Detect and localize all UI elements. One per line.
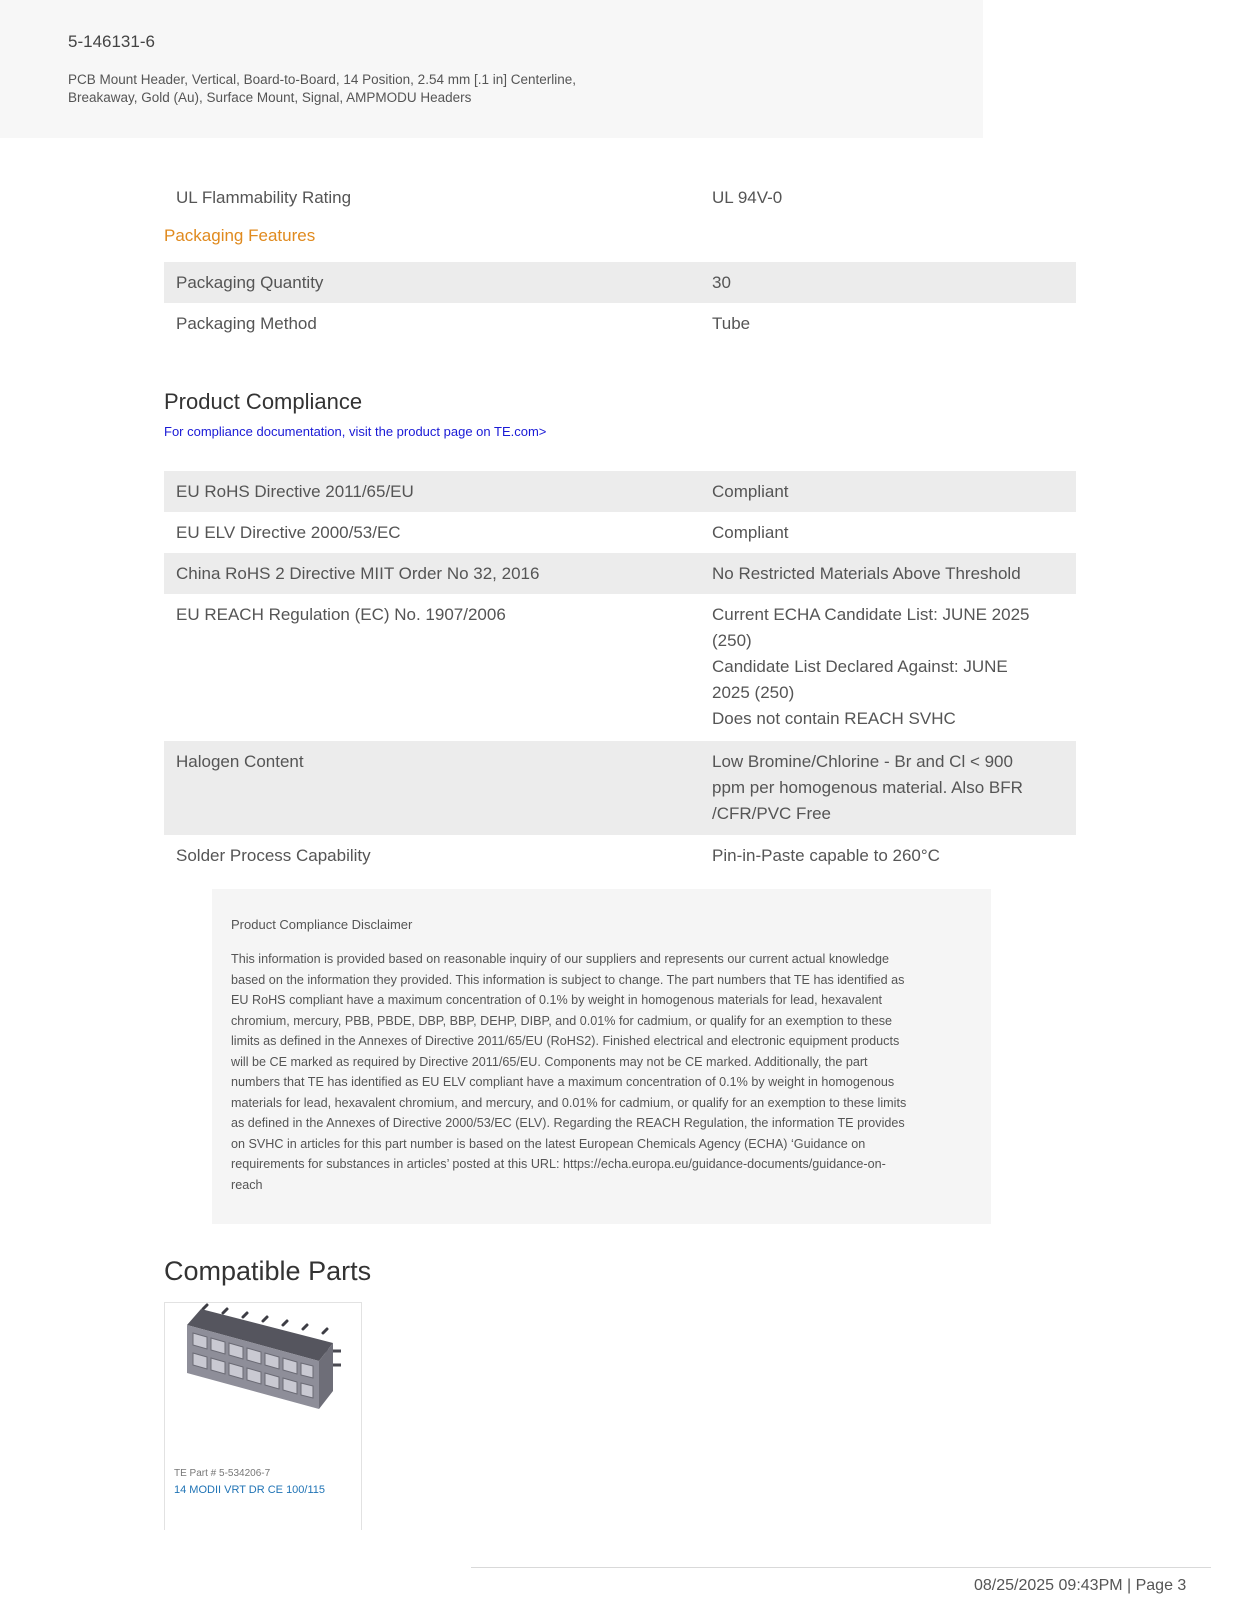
table-row [164, 741, 1076, 835]
packaging-method-label: Packaging Method [176, 314, 317, 333]
description-line-2: Breakaway, Gold (Au), Surface Mount, Signal, AMPMODU Headers [68, 90, 472, 105]
compliance-documentation-link[interactable]: For compliance documentation, visit the product page on TE.com> [164, 424, 547, 439]
compliance-value [700, 471, 1076, 512]
compliance-value [700, 553, 1076, 594]
disclaimer-line: EU RoHS compliant have a maximum concentration of 0.1% by weight in homogenous materials for lead, hexavalent [231, 993, 883, 1007]
value-line: (250) [712, 631, 752, 650]
flammability-label: UL Flammability Rating [176, 188, 352, 207]
disclaimer-line: will be CE marked as required by Directive 2011/65/EU. Components may not be CE marked. Additionally, the part [231, 1054, 868, 1069]
compliance-label: Halogen Content [176, 752, 304, 771]
connector-product-image [173, 1303, 353, 1433]
table-row [164, 553, 1076, 594]
compliance-label: EU REACH Regulation (EC) No. 1907/2006 [176, 605, 506, 624]
table-row [164, 835, 1076, 876]
compliance-value [700, 835, 1076, 876]
disclaimer-line: as defined in the Annexes of Directive 2000/53/EC (ELV). Regarding the REACH Regulation, the information TE provides [231, 1116, 905, 1130]
value-line: No Restricted Materials Above Threshold [712, 564, 1021, 583]
description-line-1: PCB Mount Header, Vertical, Board-to-Board, 14 Position, 2.54 mm [.1 in] Centerline, [68, 72, 577, 87]
value-line: Pin-in-Paste capable to 260°C [712, 846, 940, 865]
packaging-section [164, 226, 1076, 246]
compatible-part-number: TE Part # 5-534206-7 [174, 1468, 271, 1479]
disclaimer-line: requirements for substances in articles’ posted at this URL: https://echa.europa.eu/guidance-documents/guidance-on- [231, 1157, 886, 1171]
compliance-disclaimer [212, 889, 991, 1224]
part-number: 5-146131-6 [68, 32, 155, 51]
packaging-method-value: Tube [712, 314, 751, 333]
value-line: ppm per homogenous material. Also BFR [712, 778, 1023, 797]
compliance-value [700, 741, 1076, 835]
table-row [164, 303, 1076, 344]
flammability-row-container [164, 177, 1076, 219]
value-line: Compliant [712, 523, 789, 542]
flammability-row [164, 177, 1076, 219]
footer-timestamp-page: 08/25/2025 09:43PM | Page 3 [974, 1577, 1187, 1594]
value-line: 2025 (250) [712, 683, 795, 702]
compliance-table [164, 471, 1076, 876]
disclaimer-line: on SVHC in articles for this part number is based on the latest European Chemicals Agency (ECHA) ‘Guidance on [231, 1136, 866, 1151]
table-row [164, 471, 1076, 512]
value-line: /CFR/PVC Free [712, 804, 832, 823]
disclaimer-line: numbers that TE has identified as EU ELV compliant have a maximum concentration of 0.1% by weight in homogenous [231, 1075, 895, 1089]
value-line: Candidate List Declared Against: JUNE [712, 657, 1008, 676]
disclaimer-title: Product Compliance Disclaimer [231, 917, 413, 932]
compliance-heading [164, 389, 1076, 415]
compliance-value [700, 512, 1076, 553]
packaging-quantity-value: 30 [712, 273, 731, 292]
compliance-label: EU RoHS Directive 2011/65/EU [176, 482, 414, 501]
compliance-label: EU ELV Directive 2000/53/EC [176, 523, 401, 542]
disclaimer-line: reach [231, 1177, 263, 1192]
disclaimer-line: This information is provided based on reasonable inquiry of our suppliers and represents our current actual knowledge [231, 952, 890, 966]
header-band [0, 0, 983, 138]
footer-divider [471, 1567, 1211, 1568]
compliance-label: Solder Process Capability [176, 846, 371, 865]
disclaimer-line: chromium, mercury, PBB, PBDE, DBP, BBP, DEHP, DIBP, and 0.01% for cadmium, or qualify for an exemption to these [231, 1013, 893, 1028]
compliance-title: Product Compliance [164, 389, 363, 414]
table-row [164, 262, 1076, 303]
disclaimer-line: materials for lead, hexavalent chromium, and mercury, and 0.01% for cadmium, or qualify for an exemption to these limits [231, 1095, 907, 1110]
compatible-part-link[interactable]: 14 MODII VRT DR CE 100/115 [174, 1484, 326, 1496]
value-line: Compliant [712, 482, 789, 501]
flammability-value: UL 94V-0 [712, 188, 783, 207]
packaging-section-title: Packaging Features [164, 226, 316, 245]
value-line: Low Bromine/Chlorine - Br and Cl < 900 [712, 752, 1013, 771]
value-line: Does not contain REACH SVHC [712, 709, 956, 728]
compliance-link-wrap [164, 423, 1076, 441]
compatible-parts-title: Compatible Parts [164, 1256, 372, 1286]
packaging-quantity-label: Packaging Quantity [176, 273, 324, 292]
compatible-part-card[interactable] [164, 1302, 362, 1530]
table-row [164, 594, 1076, 741]
packaging-table [164, 262, 1076, 344]
table-row [164, 512, 1076, 553]
disclaimer-line: limits as defined in the Annexes of Directive 2011/65/EU (RoHS2). Finished electrical and electronic equipment products [231, 1034, 900, 1048]
part-description [68, 71, 628, 107]
value-line: Current ECHA Candidate List: JUNE 2025 [712, 605, 1030, 624]
compliance-value [700, 594, 1076, 741]
disclaimer-line: based on the information they provided. This information is subject to change. The part numbers that TE has identified as [231, 972, 905, 987]
compliance-label: China RoHS 2 Directive MIIT Order No 32, 2016 [176, 564, 540, 583]
disclaimer-body [231, 949, 971, 1195]
